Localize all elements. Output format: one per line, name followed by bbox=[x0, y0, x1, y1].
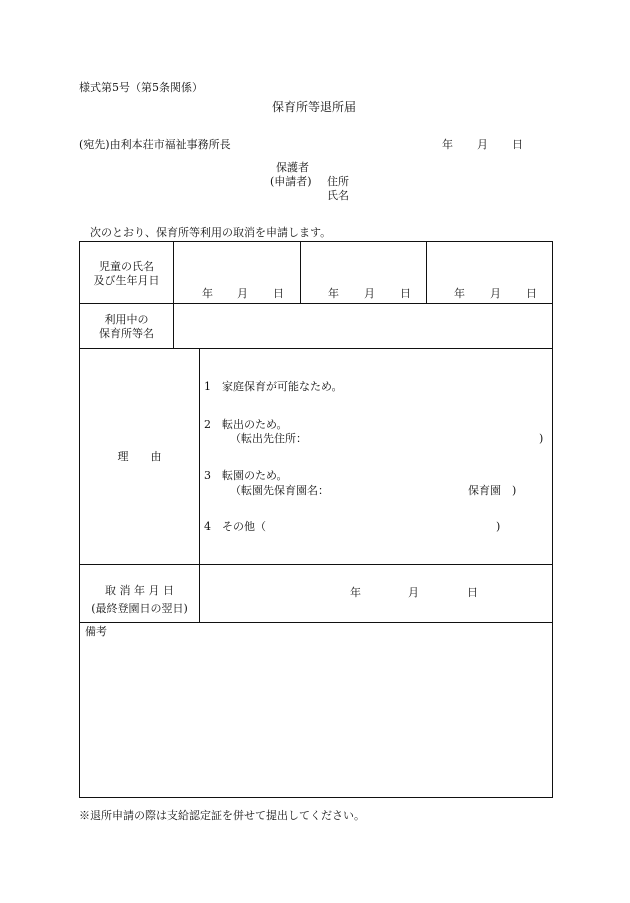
cancel-label-line1: 取 消 年 月 日 bbox=[105, 584, 174, 597]
application-form-table bbox=[79, 241, 553, 798]
child1-day: 日 bbox=[273, 287, 284, 300]
col-divider bbox=[173, 242, 174, 348]
row-divider bbox=[80, 622, 552, 623]
child2-day: 日 bbox=[400, 287, 411, 300]
footer-note: ※退所申請の際は支給認定証を併せて提出してください。 bbox=[79, 809, 365, 822]
intro-text: 次のとおり、保育所等利用の取消を申請します。 bbox=[90, 226, 332, 239]
child-label-line1: 児童の氏名 bbox=[99, 260, 154, 273]
facility-label-line1: 利用中の bbox=[104, 313, 149, 326]
child3-day: 日 bbox=[526, 287, 537, 300]
form-title: 保育所等退所届 bbox=[272, 100, 357, 114]
reason-2-address: （転出先住所： bbox=[230, 432, 307, 445]
date-month-label: 月 bbox=[477, 138, 488, 151]
col-divider bbox=[300, 242, 301, 303]
child1-month: 月 bbox=[237, 287, 248, 300]
remarks-label: 備考 bbox=[85, 625, 107, 638]
date-year-label: 年 bbox=[442, 138, 453, 151]
row-divider bbox=[80, 348, 552, 349]
child3-year: 年 bbox=[454, 287, 465, 300]
cancel-day: 日 bbox=[467, 586, 478, 599]
facility-label-line2: 保育所等名 bbox=[99, 327, 154, 340]
reason-3: 3 転園のため。 bbox=[204, 469, 288, 482]
child-label-line2: 及び生年月日 bbox=[93, 274, 160, 287]
row-divider bbox=[80, 564, 552, 565]
reason-2-close: ) bbox=[539, 432, 544, 445]
child1-year: 年 bbox=[202, 287, 213, 300]
reason-2: 2 転出のため。 bbox=[204, 418, 288, 431]
form-number: 様式第5号（第5条関係） bbox=[79, 81, 203, 94]
guardian-label: 保護者 bbox=[276, 161, 309, 174]
col-divider bbox=[199, 348, 200, 622]
reason-4: 4 その他（ bbox=[204, 520, 266, 533]
addressee: (宛先)由利本荘市福祉事務所長 bbox=[79, 138, 231, 151]
address-label: 住所 bbox=[327, 175, 349, 188]
reason-3-facility: （転園先保育園名： bbox=[230, 484, 329, 497]
cancel-month: 月 bbox=[408, 586, 419, 599]
reason-label: 理 由 bbox=[117, 450, 162, 463]
col-divider bbox=[426, 242, 427, 303]
applicant-label: (申請者) bbox=[270, 175, 312, 188]
child3-month: 月 bbox=[490, 287, 501, 300]
cancel-label-line2: (最終登園日の翌日) bbox=[91, 602, 188, 615]
row-divider bbox=[80, 303, 552, 304]
cancel-year: 年 bbox=[350, 586, 361, 599]
date-day-label: 日 bbox=[512, 138, 523, 151]
child2-year: 年 bbox=[328, 287, 339, 300]
name-label: 氏名 bbox=[327, 189, 349, 202]
child2-month: 月 bbox=[364, 287, 375, 300]
reason-4-close: ) bbox=[496, 520, 501, 533]
reason-1: 1 家庭保育が可能なため。 bbox=[204, 380, 343, 393]
reason-3-suffix: 保育園 ) bbox=[468, 484, 517, 497]
